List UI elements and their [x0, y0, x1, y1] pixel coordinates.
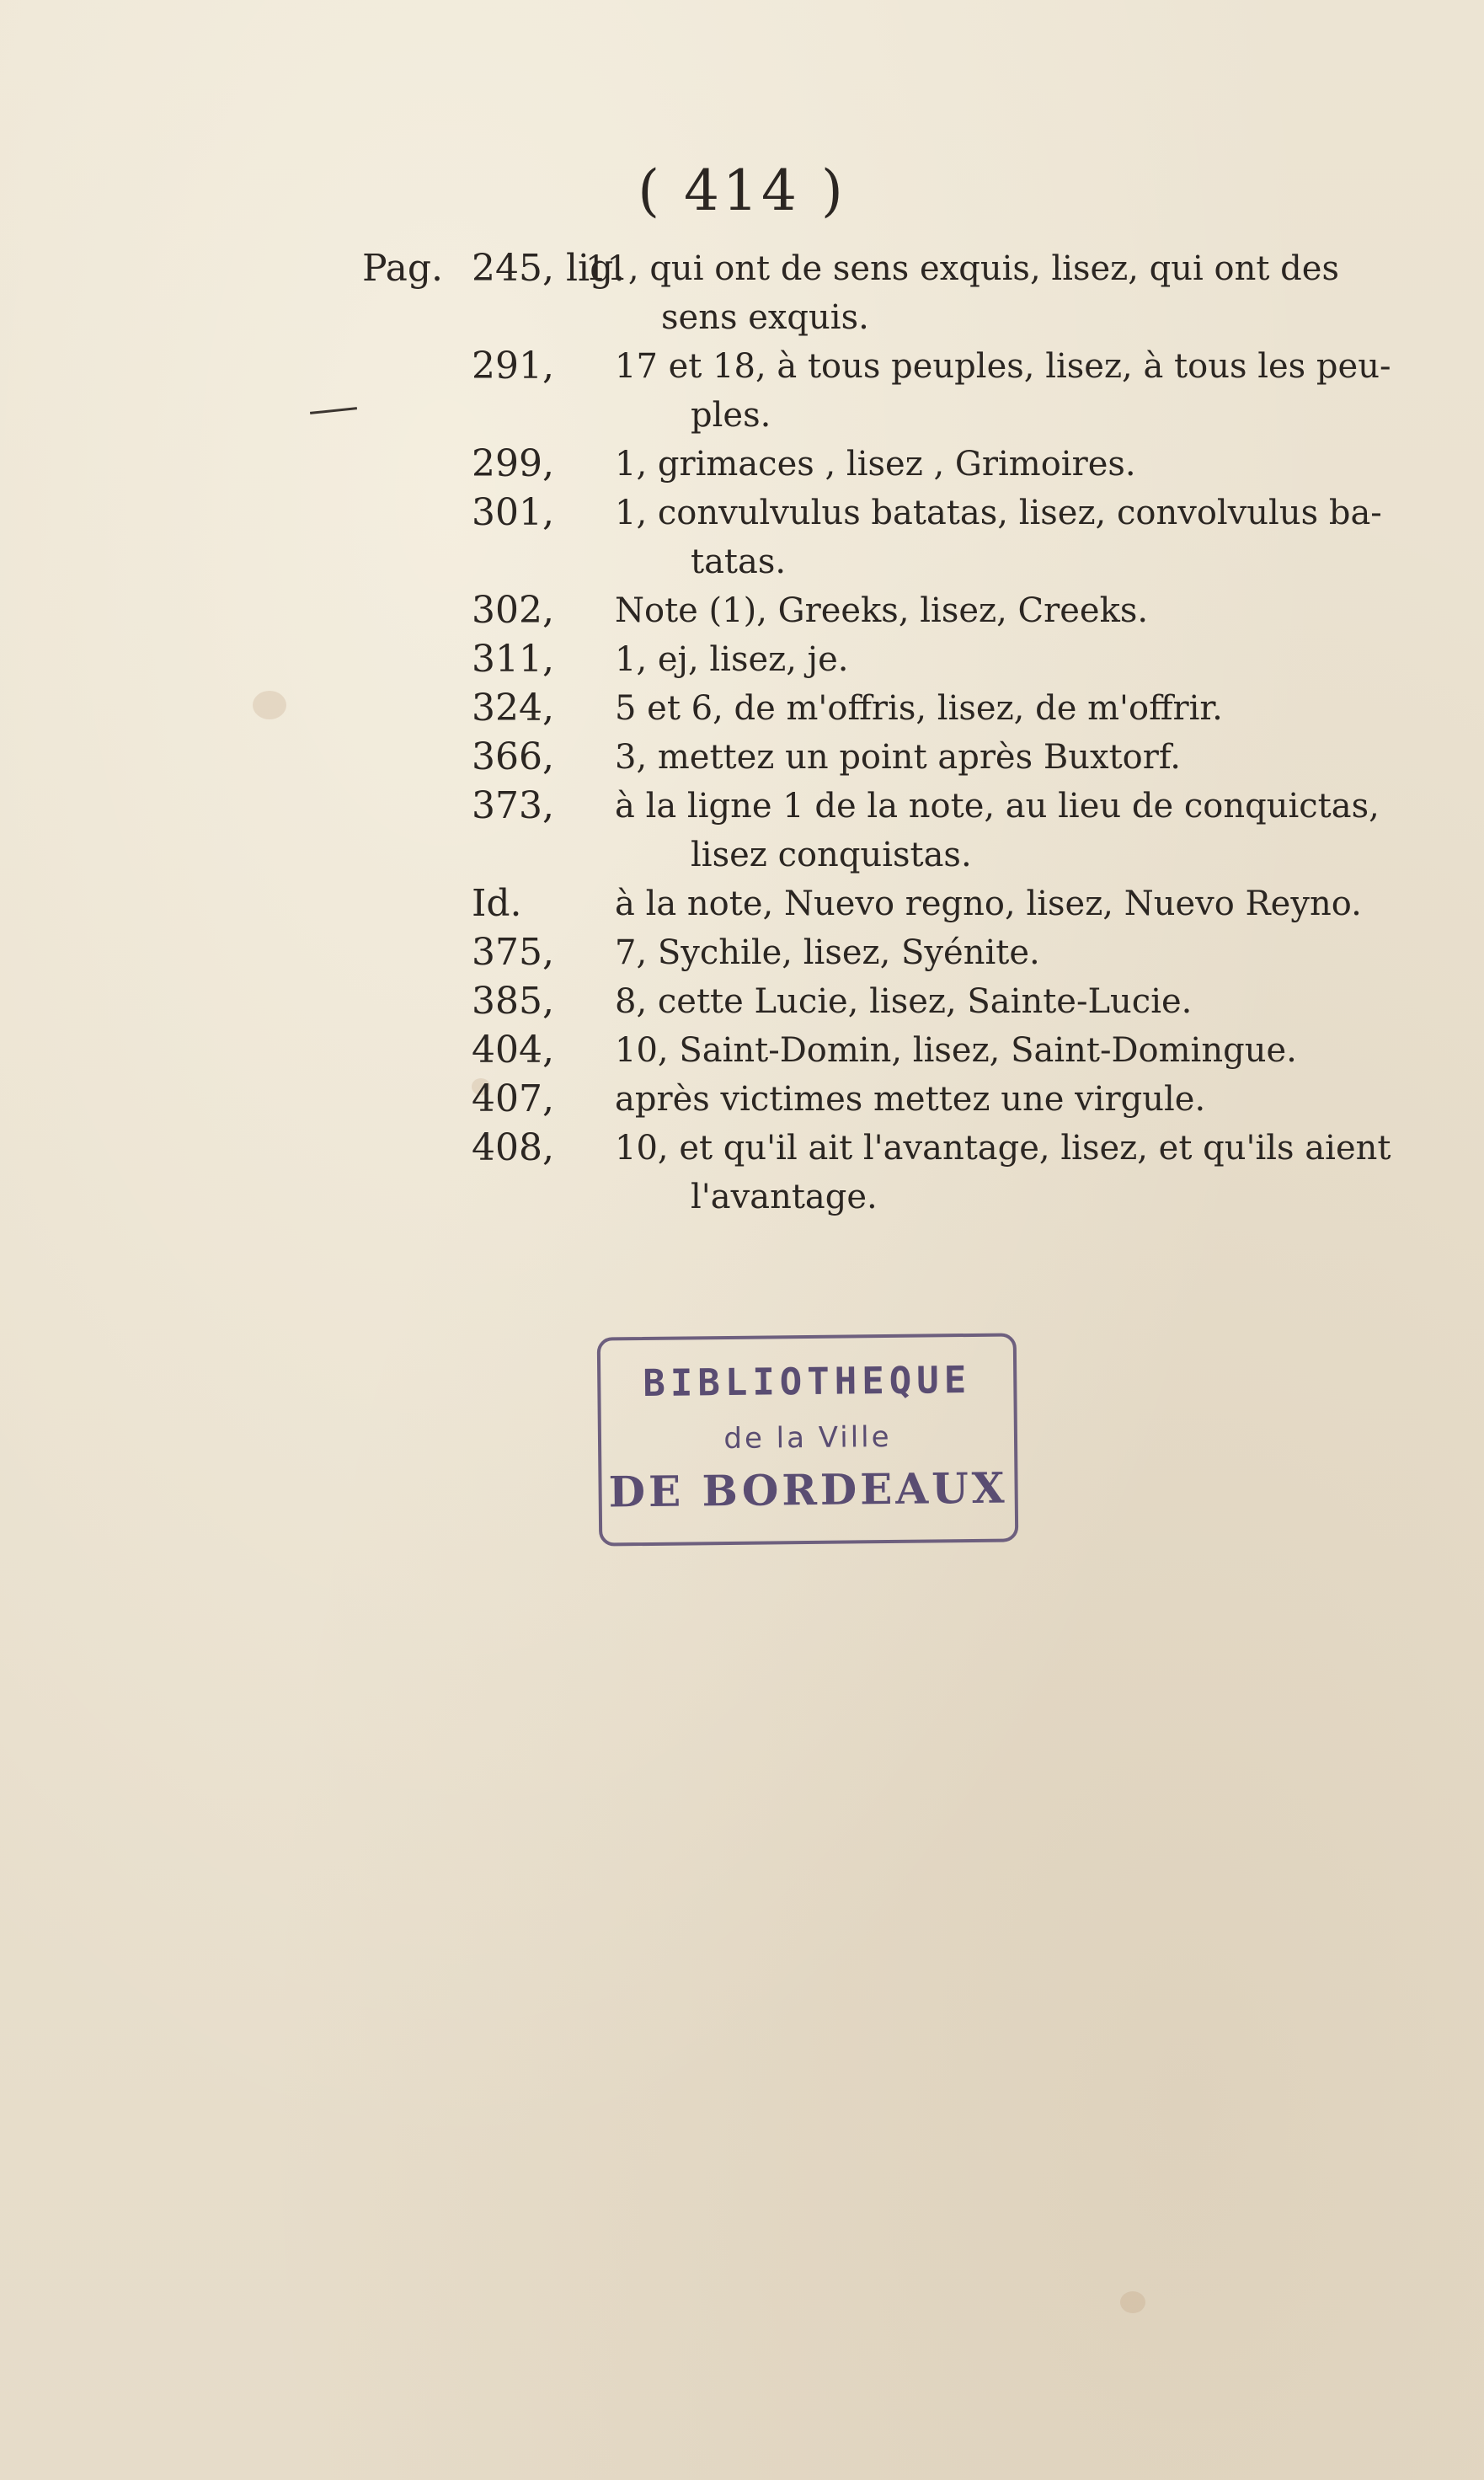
errata-entry — [362, 782, 1423, 879]
entry-text: 1, grimaces , lisez , Grimoires. — [615, 445, 1136, 484]
entry-page: 407, — [472, 1077, 554, 1120]
errata-entry — [362, 928, 1423, 977]
entry-text: 5 et 6, de m'offris, lisez, de m'offrir. — [615, 689, 1223, 728]
errata-entry — [362, 1026, 1423, 1075]
library-stamp — [597, 1333, 1019, 1546]
entry-page: 299, — [472, 442, 554, 485]
stamp-line-1: BIBLIOTHEQUE — [643, 1358, 972, 1406]
foxing-spot — [1120, 2291, 1145, 2313]
entry-page: 291, — [472, 345, 554, 388]
errata-entry — [362, 684, 1423, 733]
errata-entry — [362, 342, 1423, 440]
entry-page: 245, lig. — [472, 247, 626, 290]
entry-page: Id. — [472, 882, 522, 925]
errata-entry — [362, 977, 1423, 1026]
stamp-line-3: DE BORDEAUX — [608, 1462, 1008, 1517]
entry-page: 302, — [472, 589, 554, 632]
errata-list — [362, 244, 1423, 1221]
entry-text: 7, Sychile, lisez, Syénite. — [615, 933, 1040, 972]
entry-text: à la ligne 1 de la note, au lieu de conquictas, lisez conquistas. — [615, 787, 1380, 874]
entry-page: 373, — [472, 784, 554, 827]
margin-mark — [310, 407, 357, 414]
errata-entry — [362, 440, 1423, 489]
errata-entry — [362, 1075, 1423, 1124]
entry-text: 10, Saint-Domin, lisez, Saint-Domingue. — [615, 1031, 1297, 1070]
errata-entry — [362, 635, 1423, 684]
errata-entry — [362, 733, 1423, 782]
entry-text: 11, qui ont de sens exquis, lisez, qui ont des sens exquis. — [585, 249, 1339, 337]
entry-page: 375, — [472, 931, 554, 974]
entry-text: 1, ej, lisez, je. — [615, 640, 849, 679]
foxing-spot — [253, 691, 286, 719]
entry-prefix: Pag. — [362, 247, 444, 290]
entry-page: 301, — [472, 491, 554, 534]
entry-text: Note (1), Greeks, lisez, Creeks. — [615, 591, 1149, 630]
errata-entry — [362, 244, 1423, 342]
entry-text: 17 et 18, à tous peuples, lisez, à tous les peu- ples. — [615, 347, 1391, 435]
entry-text: après victimes mettez une virgule. — [615, 1080, 1206, 1119]
page-number: ( 414 ) — [638, 158, 846, 223]
errata-entry — [362, 586, 1423, 635]
entry-page: 366, — [472, 735, 554, 778]
stamp-line-2: de la Ville — [723, 1419, 892, 1456]
errata-entry — [362, 489, 1423, 586]
entry-text: 1, convulvulus batatas, lisez, convolvulus ba- tatas. — [615, 494, 1382, 581]
entry-page: 385, — [472, 980, 554, 1023]
entry-page: 324, — [472, 687, 554, 730]
entry-text: 8, cette Lucie, lisez, Sainte-Lucie. — [615, 982, 1193, 1021]
entry-text: à la note, Nuevo regno, lisez, Nuevo Reyno. — [615, 885, 1362, 923]
errata-entry — [362, 879, 1423, 928]
entry-text: 3, mettez un point après Buxtorf. — [615, 738, 1181, 777]
entry-page: 404, — [472, 1029, 554, 1072]
entry-page: 408, — [472, 1126, 554, 1169]
entry-page: 311, — [472, 638, 554, 681]
entry-text: 10, et qu'il ait l'avantage, lisez, et qu'ils aient l'avantage. — [615, 1129, 1391, 1216]
errata-entry — [362, 1124, 1423, 1221]
